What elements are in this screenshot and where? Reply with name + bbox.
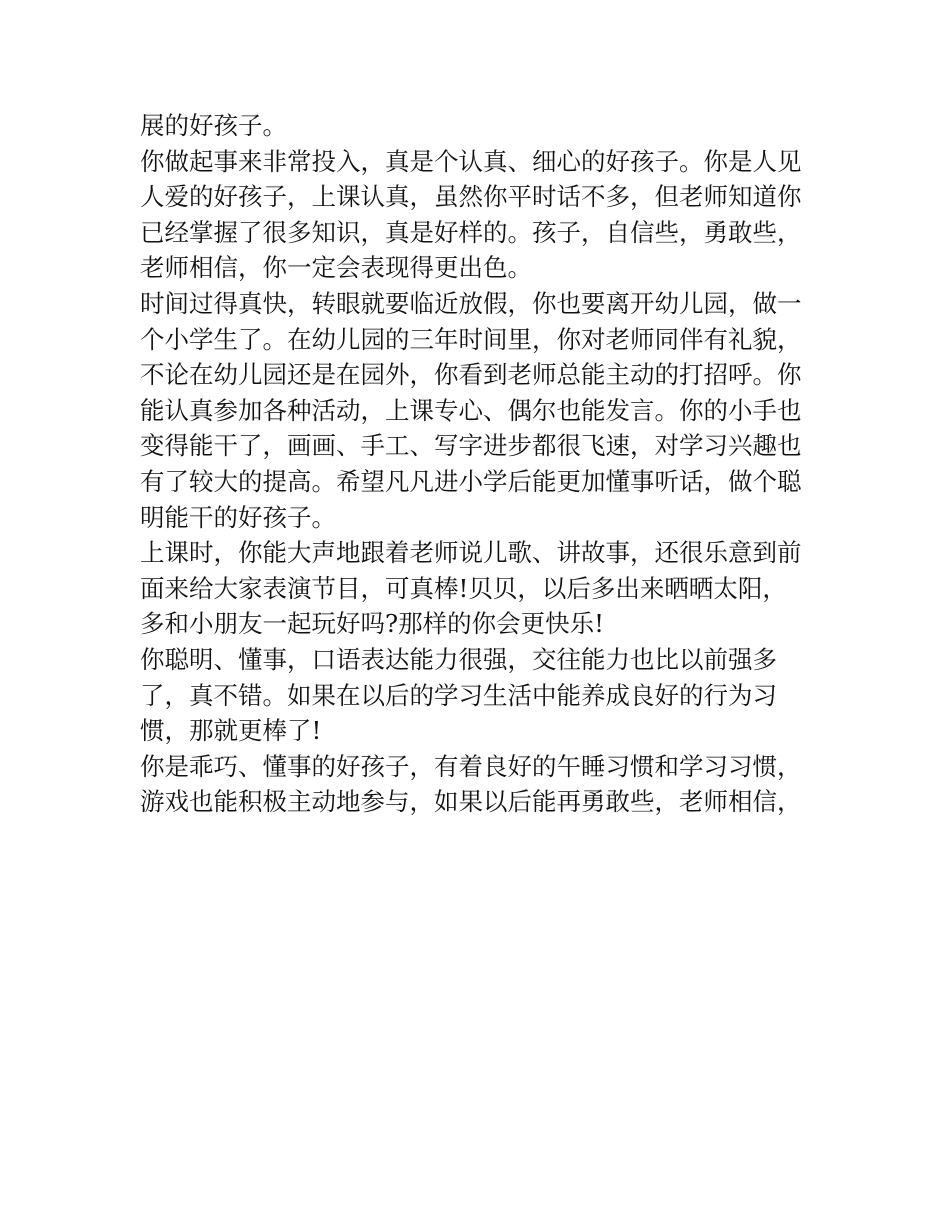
paragraph-3 xyxy=(140,286,820,535)
document-body xyxy=(140,108,820,820)
paragraph-4 xyxy=(140,535,820,642)
text-line: 明能干的好孩子。 xyxy=(140,502,336,532)
text-line: 已经掌握了很多知识，真是好样的。孩子，自信些，勇敢些， xyxy=(140,217,802,247)
paragraph-6 xyxy=(140,749,820,820)
text-line: 变得能干了，画画、手工、写字进步都很飞速，对学习兴趣也 xyxy=(140,431,802,461)
paragraph-5 xyxy=(140,642,820,749)
text-line: 上课时，你能大声地跟着老师说儿歌、讲故事，还很乐意到前 xyxy=(140,538,802,568)
text-line: 个小学生了。在幼儿园的三年时间里，你对老师同伴有礼貌， xyxy=(140,324,802,354)
text-line: 面来给大家表演节目，可真棒!贝贝，以后多出来晒晒太阳， xyxy=(140,573,787,603)
paragraph-1 xyxy=(140,108,820,144)
paragraph-2 xyxy=(140,144,820,286)
text-line: 你聪明、懂事，口语表达能力很强，交往能力也比以前强多 xyxy=(140,644,777,674)
text-line: 时间过得真快，转眼就要临近放假，你也要离开幼儿园，做一 xyxy=(140,288,802,318)
text-line: 能认真参加各种活动，上课专心、偶尔也能发言。你的小手也 xyxy=(140,395,802,425)
text-line: 惯，那就更棒了! xyxy=(140,716,322,746)
text-line: 人爱的好孩子，上课认真，虽然你平时话不多，但老师知道你 xyxy=(140,182,802,212)
text-line: 了，真不错。如果在以后的学习生活中能养成良好的行为习 xyxy=(140,680,777,710)
text-line: 多和小朋友一起玩好吗?那样的你会更快乐! xyxy=(140,609,604,639)
text-line: 展的好孩子。 xyxy=(140,111,287,140)
text-line: 游戏也能积极主动地参与，如果以后能再勇敢些，老师相信， xyxy=(140,787,802,817)
text-line: 不论在幼儿园还是在园外，你看到老师总能主动的打招呼。你 xyxy=(140,360,802,390)
text-line: 有了较大的提高。希望凡凡进小学后能更加懂事听话，做个聪 xyxy=(140,466,802,496)
text-line: 你是乖巧、懂事的好孩子，有着良好的午睡习惯和学习习惯， xyxy=(140,751,802,781)
text-line: 你做起事来非常投入，真是个认真、细心的好孩子。你是人见 xyxy=(140,146,802,176)
text-line: 老师相信，你一定会表现得更出色。 xyxy=(140,253,532,283)
